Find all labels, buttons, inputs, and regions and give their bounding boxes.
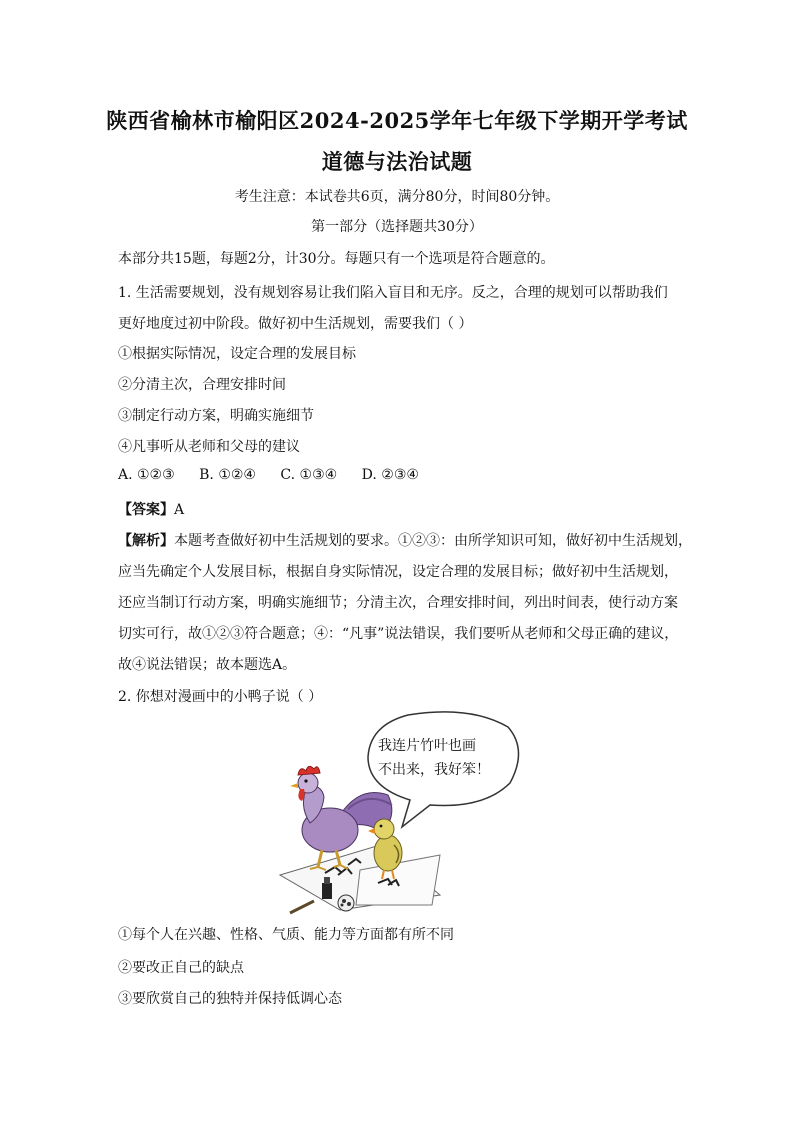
exam-subject-title: 道德与法治试题 <box>321 149 473 174</box>
part1-heading: 第一部分（选择题共30分） <box>311 219 483 235</box>
bubble-line-1: 我连片竹叶也画 <box>378 738 476 754</box>
question1-stem-line1: 1. 生活需要规划，没有规划容易让我们陷入盲目和无序。反之，合理的规划可以帮助我们 <box>118 285 668 301</box>
bubble-line-2: 不出来，我好笨！ <box>378 762 490 778</box>
explanation-label: 【解析】 <box>118 533 174 549</box>
answer-label: 【答案】 <box>118 502 174 518</box>
part1-instructions: 本部分共15题，每题2分，计30分。每题只有一个选项是符合题意的。 <box>118 251 555 267</box>
exam-title: 陕西省榆林市榆阳区2024-2025学年七年级下学期开学考试 <box>106 108 688 133</box>
question1-explanation-line3: 还应当制订行动方案，明确实施细节；分清主次，合理安排时间，列出时间表，使行动方案 <box>118 595 678 611</box>
question2-option-3: ③要欣赏自己的独特并保持低调心态 <box>118 991 342 1007</box>
question1-answer <box>118 499 688 519</box>
question2-option-2: ②要改正自己的缺点 <box>118 960 244 976</box>
question1-stem-line2: 更好地度过初中阶段。做好初中生活规划，需要我们（ ） <box>118 316 473 332</box>
question2-stem: 2. 你想对漫画中的小鸭子说（ ） <box>118 689 323 705</box>
paper-sheets <box>280 845 440 910</box>
choice-b: B. ①②④ <box>199 467 256 483</box>
question1-explanation-line4: 切实可行，故①②③符合题意；④：“凡事”说法错误，我们要听从老师和父母正确的建议， <box>118 626 679 642</box>
question1-option-1: ①根据实际情况，设定合理的发展目标 <box>118 346 356 362</box>
question1-option-4: ④凡事听从老师和父母的建议 <box>118 439 300 455</box>
question1-choices <box>118 467 688 483</box>
choice-d: D. ②③④ <box>361 467 419 483</box>
brush <box>290 901 314 913</box>
question1-option-3: ③制定行动方案，明确实施细节 <box>118 408 314 424</box>
question1-explanation-line1 <box>118 530 692 550</box>
answer-value: A <box>174 502 185 518</box>
explanation-text: 本题考查做好初中生活规划的要求。①②③：由所学知识可知，做好初中生活规划， <box>174 533 692 549</box>
exam-notice: 考生注意：本试卷共6页，满分80分，时间80分钟。 <box>234 189 560 205</box>
question2-option-1: ①每个人在兴趣、性格、气质、能力等方面都有所不同 <box>118 927 454 943</box>
question1-explanation-line5: 故④说法错误；故本题选A。 <box>118 657 297 673</box>
choice-c: C. ①③④ <box>280 467 338 483</box>
ink-palette <box>338 895 354 911</box>
speech-bubble-text <box>378 734 508 782</box>
choice-a: A. ①②③ <box>118 467 175 483</box>
question1-explanation-line2: 应当先确定个人发展目标，根据自身实际情况，设定合理的发展目标；做好初中生活规划， <box>118 564 678 580</box>
question1-option-2: ②分清主次，合理安排时间 <box>118 377 286 393</box>
